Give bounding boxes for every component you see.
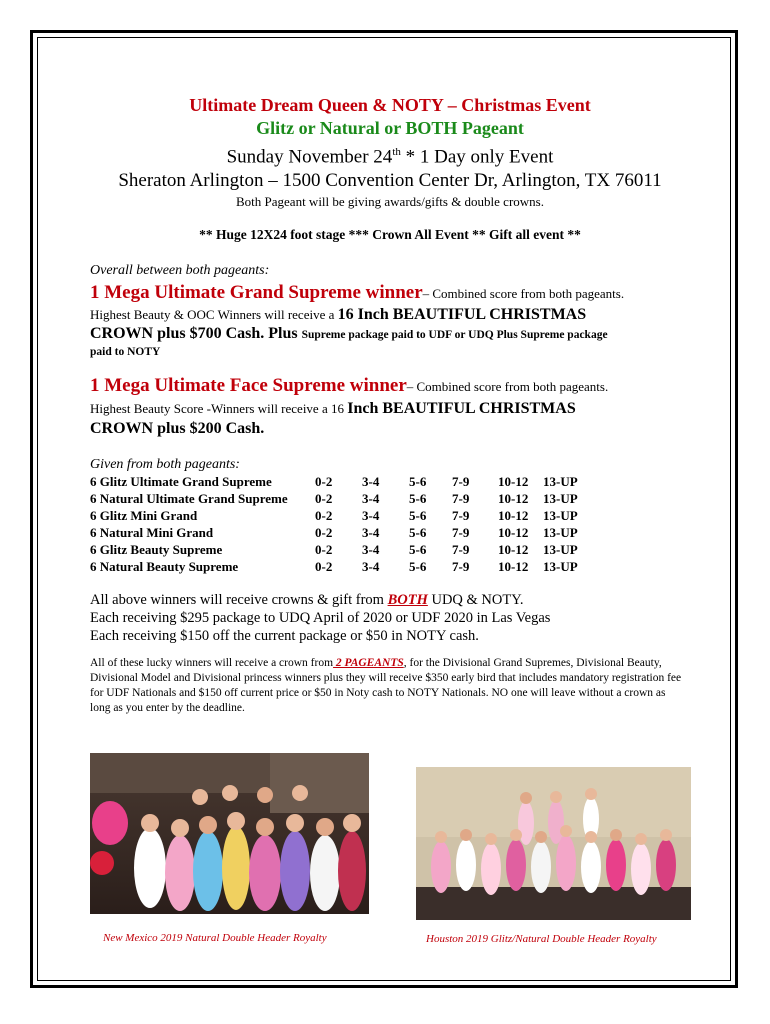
age-group: 13-UP: [543, 542, 578, 558]
age-group: 5-6: [409, 559, 427, 575]
age-group: 0-2: [315, 491, 333, 507]
pageant-type: Glitz or Natural or BOTH Pageant: [256, 118, 524, 138]
award-name: 6 Glitz Mini Grand: [90, 508, 198, 524]
age-group: 13-UP: [543, 559, 578, 575]
age-group: 13-UP: [543, 525, 578, 541]
age-group: 7-9: [452, 525, 470, 541]
age-group: 3-4: [362, 542, 380, 558]
award-row: [90, 507, 603, 524]
age-group: 10-12: [498, 508, 529, 524]
award-row: [90, 524, 603, 541]
grand-supreme-heading: 1 Mega Ultimate Grand Supreme winner– Combined score from both pageants.: [90, 282, 625, 304]
age-group: 5-6: [409, 474, 427, 490]
age-group: 3-4: [362, 508, 380, 524]
age-group: 7-9: [452, 491, 470, 507]
awards-note: Both Pageant will be giving awards/gifts & double crowns.: [236, 194, 544, 210]
age-group: 5-6: [409, 508, 427, 524]
award-name: 6 Glitz Beauty Supreme: [90, 542, 223, 558]
award-row: [90, 541, 603, 558]
right-photo-caption: Houston 2019 Glitz/Natural Double Header Royalty: [426, 933, 657, 945]
age-group: 7-9: [452, 474, 470, 490]
age-group: 10-12: [498, 542, 529, 558]
age-group: 5-6: [409, 491, 427, 507]
age-group: 7-9: [452, 559, 470, 575]
age-group: 13-UP: [543, 491, 578, 507]
flyer-content: [90, 94, 690, 716]
age-group: 10-12: [498, 525, 529, 541]
award-name: 6 Natural Mini Grand: [90, 525, 214, 541]
age-group: 0-2: [315, 542, 333, 558]
age-group: 0-2: [315, 525, 333, 541]
given-intro: Given from both pageants:: [90, 457, 240, 473]
grand-supreme-line3: CROWN plus $700 Cash. Plus Supreme package paid to UDF or UDQ Plus Supreme package: [90, 325, 608, 343]
award-name: 6 Natural Beauty Supreme: [90, 559, 239, 575]
age-group: 5-6: [409, 525, 427, 541]
winners-line2: Each receiving $295 package to UDQ April of 2020 or UDF 2020 in Las Vegas: [90, 610, 551, 627]
age-group: 13-UP: [543, 508, 578, 524]
age-group: 0-2: [315, 559, 333, 575]
age-group: 3-4: [362, 525, 380, 541]
age-group: 5-6: [409, 542, 427, 558]
event-date: Sunday November 24th * 1 Day only Event: [226, 146, 554, 168]
award-row: [90, 558, 603, 575]
age-group: 3-4: [362, 474, 380, 490]
award-row: [90, 473, 603, 490]
age-group: 7-9: [452, 542, 470, 558]
grand-supreme-line2: Highest Beauty & OOC Winners will receive a 16 Inch BEAUTIFUL CHRISTMAS: [90, 306, 587, 324]
age-group: 10-12: [498, 559, 529, 575]
houston-royalty-photo: [416, 767, 691, 920]
age-group: 3-4: [362, 491, 380, 507]
age-group: 0-2: [315, 474, 333, 490]
age-group: 3-4: [362, 559, 380, 575]
age-group: 7-9: [452, 508, 470, 524]
award-name: 6 Glitz Ultimate Grand Supreme: [90, 474, 272, 490]
award-name: 6 Natural Ultimate Grand Supreme: [90, 491, 288, 507]
age-group: 10-12: [498, 474, 529, 490]
winners-line1: All above winners will receive crowns & gift from BOTH UDQ & NOTY.: [90, 592, 524, 609]
age-group: 10-12: [498, 491, 529, 507]
face-supreme-heading: 1 Mega Ultimate Face Supreme winner– Combined score from both pageants.: [90, 375, 609, 397]
lucky-winners-paragraph: All of these lucky winners will receive a crown from 2 PAGEANTS, for the Divisional Grand Supremes, Divisional Beauty, Divisional Model and Divisional princess winners plus they will receive $350 early bird that includes mandatory registration fee for UDF Nationals and $150 off current price or $50 in Noty cash to NOTY Nationals. NO one will leave without a crown as long as you enter by the deadline.: [90, 657, 682, 715]
awards-table: [90, 473, 603, 575]
age-group: 13-UP: [543, 474, 578, 490]
face-supreme-line2: Highest Beauty Score -Winners will receive a 16 Inch BEAUTIFUL CHRISTMAS: [90, 400, 576, 418]
event-title: Ultimate Dream Queen & NOTY – Christmas Event: [189, 95, 591, 115]
award-row: [90, 490, 603, 507]
new-mexico-royalty-photo: [90, 753, 369, 914]
age-group: 0-2: [315, 508, 333, 524]
left-photo-caption: New Mexico 2019 Natural Double Header Royalty: [103, 932, 327, 944]
face-supreme-line3: CROWN plus $200 Cash.: [90, 420, 265, 438]
overall-intro: Overall between both pageants:: [90, 263, 270, 279]
event-venue: Sheraton Arlington – 1500 Convention Center Dr, Arlington, TX 76011: [118, 170, 662, 192]
grand-supreme-line4: paid to NOTY: [90, 346, 161, 359]
stage-highlight: ** Huge 12X24 foot stage *** Crown All Event ** Gift all event **: [199, 227, 581, 243]
winners-line3: Each receiving $150 off the current package or $50 in NOTY cash.: [90, 628, 479, 645]
